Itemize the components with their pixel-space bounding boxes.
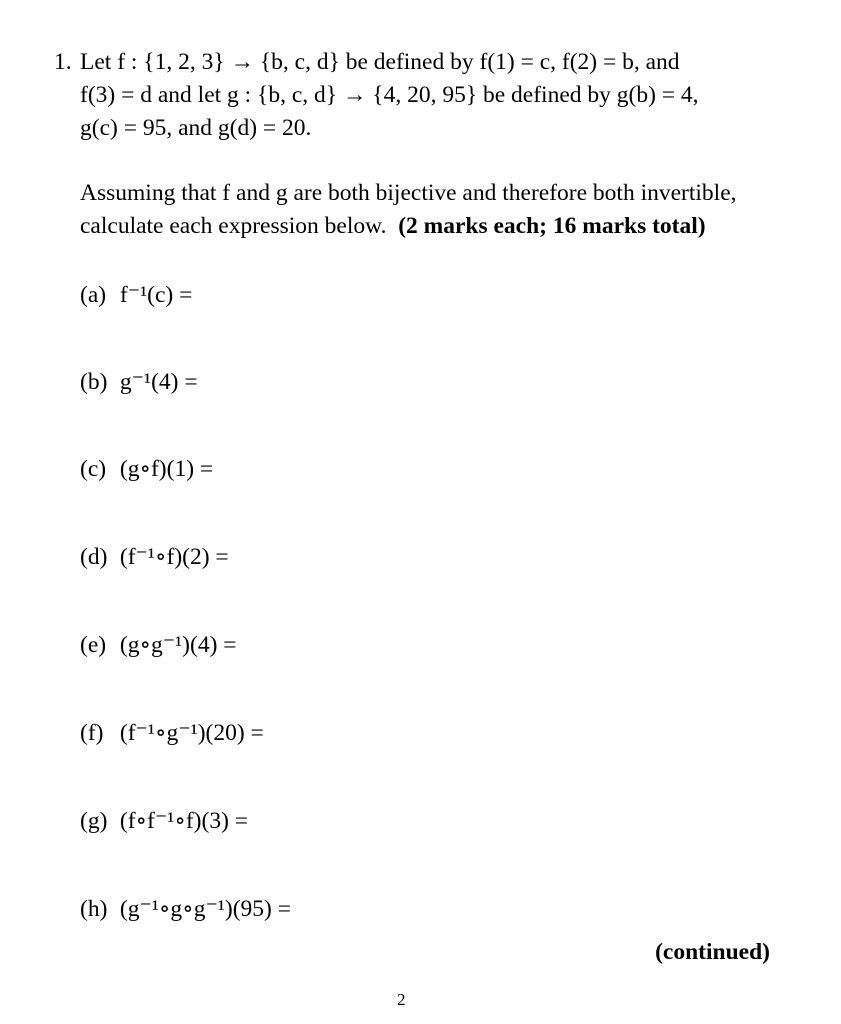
part-h	[80, 894, 291, 923]
question-1	[54, 46, 784, 243]
part-g	[80, 806, 248, 835]
question-line-3: g(c) = 95, and g(d) = 20.	[80, 115, 312, 141]
part-d	[80, 542, 229, 571]
part-label: (b)	[80, 369, 108, 395]
part-expression: (g⁻¹∘g∘g⁻¹)(95) =	[119, 896, 291, 922]
part-a	[80, 280, 192, 309]
part-label: (h)	[80, 896, 108, 922]
part-label: (g)	[80, 808, 108, 834]
continued-note: (continued)	[655, 939, 770, 965]
part-label: (d)	[80, 544, 108, 570]
part-b	[80, 367, 198, 396]
part-expression: (f⁻¹∘g⁻¹)(20) =	[119, 720, 264, 746]
instruction-line-1: Assuming that f and g are both bijective and therefore both invertible,	[80, 180, 737, 206]
question-line-2: f(3) = d and let g : {b, c, d} → {4, 20, 95} be defined by g(b) = 4,	[80, 82, 699, 108]
instruction-line-2	[80, 210, 784, 243]
part-expression: f⁻¹(c) =	[119, 282, 193, 308]
part-label: (a)	[80, 282, 107, 308]
part-expression: (f∘f⁻¹∘f)(3) =	[119, 808, 249, 834]
part-expression: (f⁻¹∘f)(2) =	[119, 544, 229, 570]
part-c	[80, 454, 213, 483]
question-number: 1.	[54, 49, 72, 75]
part-label: (f)	[80, 720, 104, 746]
part-label: (c)	[80, 456, 107, 482]
marks-note: (2 marks each; 16 marks total)	[398, 213, 706, 239]
instruction-text: calculate each expression below.	[80, 213, 387, 239]
part-f	[80, 718, 264, 747]
part-expression: (g∘g⁻¹)(4) =	[119, 632, 237, 658]
part-label: (e)	[80, 632, 107, 658]
part-expression: g⁻¹(4) =	[119, 369, 198, 395]
question-line-1: Let f : {1, 2, 3} → {b, c, d} be defined by f(1) = c, f(2) = b, and	[80, 49, 680, 75]
part-expression: (g∘f)(1) =	[119, 456, 214, 482]
page-number: 2	[397, 990, 406, 1009]
question-text	[80, 46, 784, 243]
part-e	[80, 630, 237, 659]
